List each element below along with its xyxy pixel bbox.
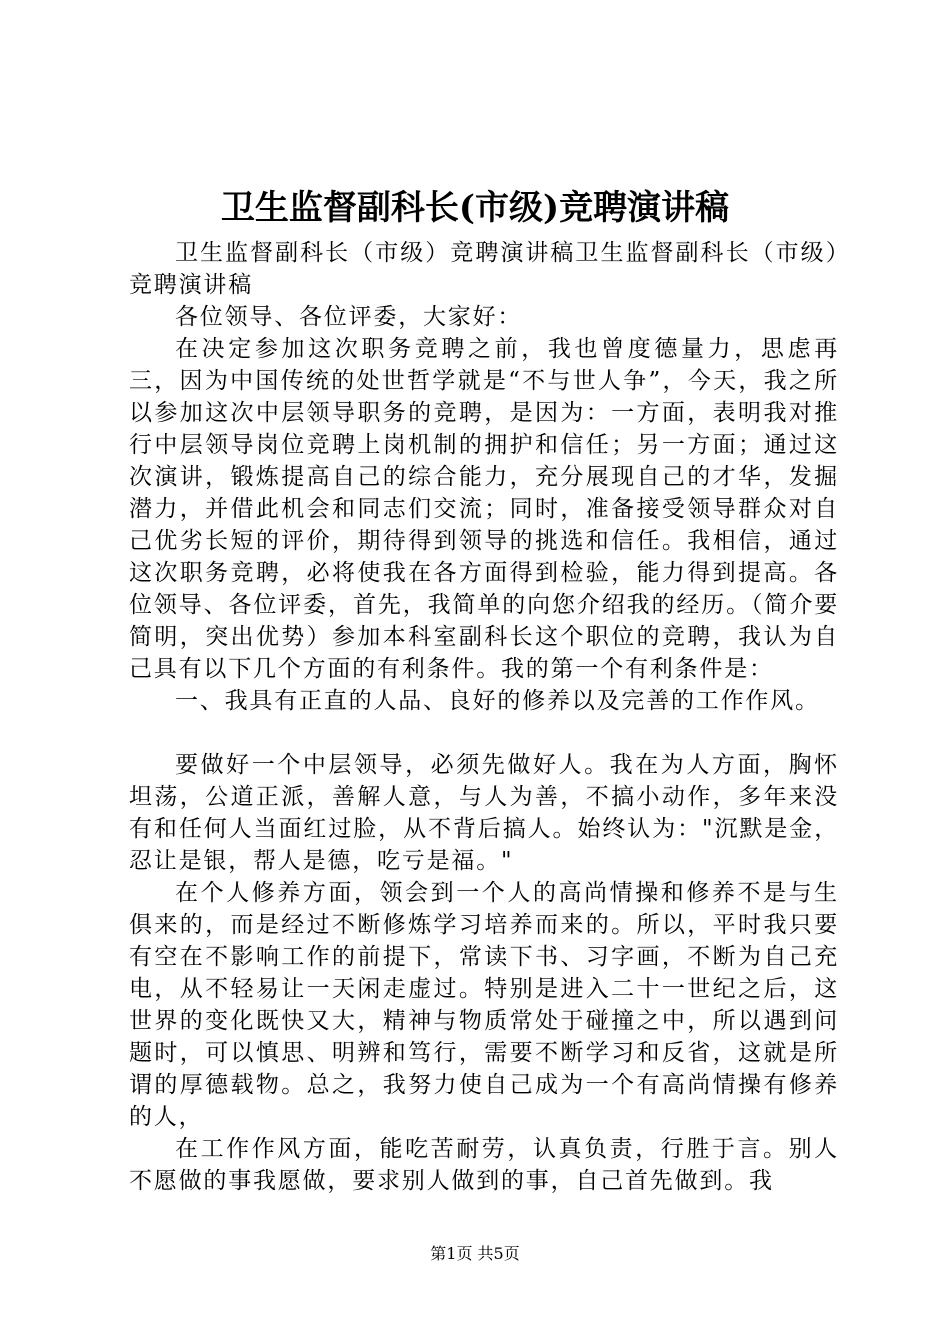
paragraph-character: 要做好一个中层领导，必须先做好人。我在为人方面，胸怀坦荡，公道正派，善解人意，与人为善，不搞小动作，多年来没有和任何人当面红过脸，从不背后搞人。始终认为："沉默是金，忍让是银，帮人是德，吃亏是福。" xyxy=(129,752,839,874)
paragraph-salutation: 各位领导、各位评委，大家好： xyxy=(175,304,523,330)
paragraph-heading-repeat: 卫生监督副科长（市级）竞聘演讲稿卫生监督副科长（市级）竞聘演讲稿 xyxy=(129,240,839,298)
paragraph-work-style: 在工作作风方面，能吃苦耐劳，认真负责，行胜于言。别人不愿做的事我愿做，要求别人做到的事，自己首先做到。我 xyxy=(129,1136,839,1194)
document-body xyxy=(129,237,839,1197)
page-number-footer: 第1页 共5页 xyxy=(430,1244,520,1263)
paragraph-introduction: 在决定参加这次职务竞聘之前，我也曾度德量力，思虑再三，因为中国传统的处世哲学就是“不与世人争”，今天，我之所以参加这次中层领导职务的竞聘，是因为：一方面，表明我对推行中层领导岗位竞聘上岗机制的拥护和信任；另一方面；通过这次演讲，锻炼提高自己的综合能力，充分展现自己的才华，发掘潜力，并借此机会和同志们交流；同时，准备接受领导群众对自己优劣长短的评价，期待得到领导的挑选和信任。我相信，通过这次职务竞聘，必将使我在各方面得到检验，能力得到提高。各位领导、各位评委，首先，我简单的向您介绍我的经历。（简介要简明，突出优势）参加本科室副科长这个职位的竞聘，我认为自己具有以下几个方面的有利条件。我的第一个有利条件是： xyxy=(129,336,839,682)
paragraph-self-cultivation: 在个人修养方面，领会到一个人的高尚情操和修养不是与生俱来的，而是经过不断修炼学习培养而来的。所以，平时我只要有空在不影响工作的前提下，常读下书、习字画，不断为自己充电，从不轻易让一天闲走虚过。特别是进入二十一世纪之后，这世界的变化既快又大，精神与物质常处于碰撞之中，所以遇到问题时，可以慎思、明辨和笃行，需要不断学习和反省，这就是所谓的厚德载物。总之，我努力使自己成为一个有高尚情操有修养的人， xyxy=(129,880,839,1130)
paragraph-section-one-heading: 一、我具有正直的人品、良好的修养以及完善的工作作风。 xyxy=(175,688,820,714)
document-title: 卫生监督副科长(市级)竞聘演讲稿 xyxy=(220,188,730,228)
